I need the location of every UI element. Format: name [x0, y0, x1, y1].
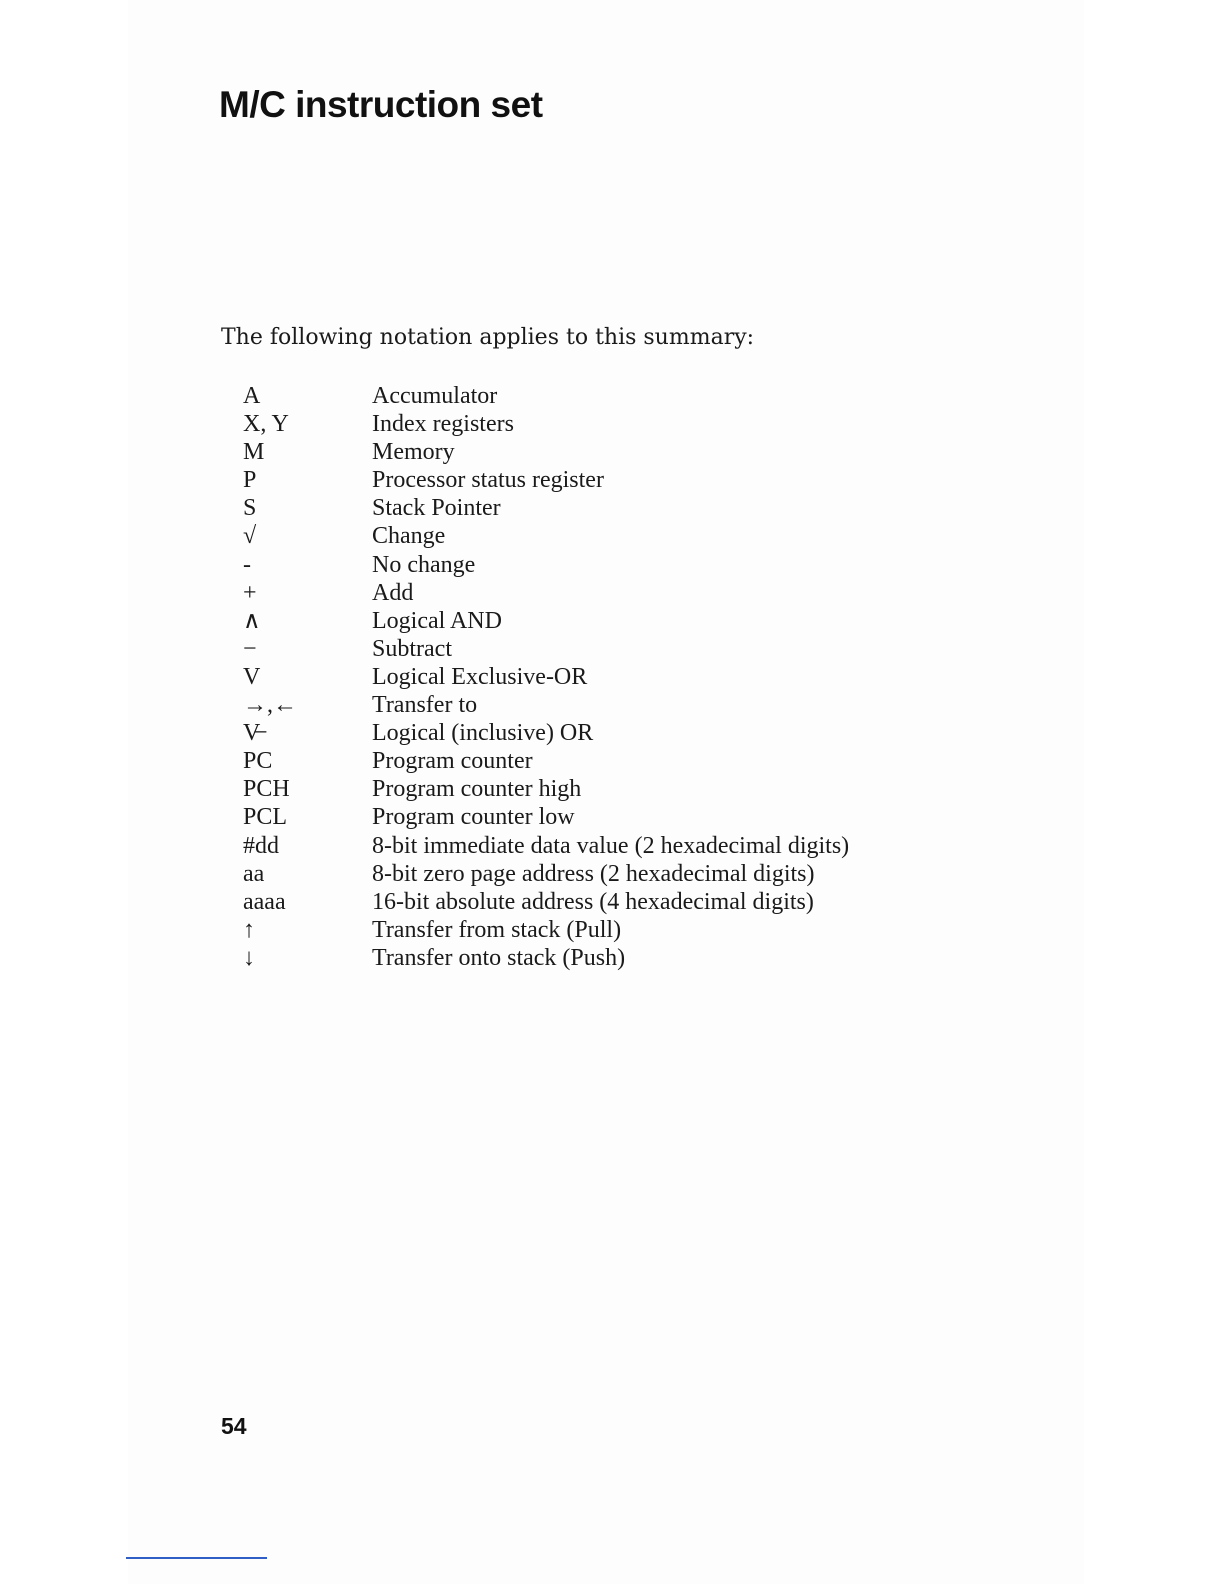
notation-description: 8-bit zero page address (2 hexadecimal digits): [372, 860, 815, 887]
notation-description: Processor status register: [372, 467, 604, 494]
page-title: M/C instruction set: [219, 84, 543, 125]
notation-list: [243, 382, 849, 972]
notation-row: [243, 466, 849, 494]
notation-symbol: −: [243, 635, 257, 662]
notation-row: [243, 551, 849, 579]
notation-symbol: V̶: [243, 720, 261, 747]
page-number: 54: [221, 1413, 247, 1439]
notation-description: No change: [372, 551, 476, 578]
notation-description: Transfer onto stack (Push): [372, 944, 626, 971]
notation-symbol: X, Y: [243, 411, 289, 438]
notation-description: Memory: [372, 439, 455, 466]
footer-rule: [126, 1557, 267, 1559]
notation-description: 16-bit absolute address (4 hexadecimal digits): [372, 888, 814, 915]
notation-row: [243, 916, 849, 944]
notation-symbol: ↓: [243, 944, 255, 971]
notation-row: [243, 579, 849, 607]
notation-description: Transfer from stack (Pull): [372, 916, 622, 943]
notation-row: [243, 635, 849, 663]
notation-description: Program counter: [372, 748, 533, 775]
notation-description: Program counter high: [372, 776, 582, 803]
notation-symbol: PCL: [243, 804, 288, 831]
notation-description: Index registers: [372, 411, 514, 438]
notation-row: [243, 494, 849, 522]
notation-symbol: A: [243, 383, 261, 409]
notation-description: Subtract: [372, 635, 452, 662]
notation-row: [243, 663, 849, 691]
notation-row: [243, 719, 849, 747]
notation-row: [243, 888, 849, 916]
notation-symbol: ∧: [243, 607, 261, 634]
notation-row: [243, 860, 849, 888]
notation-symbol: →,←: [243, 692, 297, 719]
notation-symbol: V: [243, 663, 261, 690]
notation-symbol: aa: [243, 860, 265, 887]
notation-row: [243, 832, 849, 860]
notation-row: [243, 410, 849, 438]
notation-row: [243, 747, 849, 775]
notation-description: Stack Pointer: [372, 495, 501, 522]
notation-symbol: M: [243, 439, 265, 466]
notation-description: Logical Exclusive-OR: [372, 663, 588, 690]
notation-description: 8-bit immediate data value (2 hexadecimal digits): [372, 832, 850, 859]
notation-description: Logical AND: [372, 607, 502, 634]
notation-row: [243, 438, 849, 466]
notation-row: [243, 607, 849, 635]
notation-symbol: √: [243, 523, 257, 550]
notation-symbol: aaaa: [243, 888, 286, 915]
notation-row: [243, 522, 849, 550]
notation-symbol: PCH: [243, 776, 290, 803]
notation-row: [243, 944, 849, 972]
notation-description: Transfer to: [372, 692, 478, 719]
notation-description: Logical (inclusive) OR: [372, 720, 594, 747]
notation-symbol: +: [243, 579, 257, 606]
notation-symbol: PC: [243, 748, 273, 775]
notation-symbol: P: [243, 467, 257, 494]
notation-symbol: ↑: [243, 916, 255, 943]
notation-description: Accumulator: [372, 383, 498, 409]
notation-description: Program counter low: [372, 804, 575, 831]
right-margin: [1084, 0, 1224, 1584]
notation-description: Add: [372, 579, 414, 606]
notation-symbol: #dd: [243, 832, 279, 859]
notation-symbol: S: [243, 495, 257, 522]
notation-symbol: -: [243, 551, 251, 578]
notation-description: Change: [372, 523, 446, 550]
notation-row: [243, 775, 849, 803]
notation-row: [243, 691, 849, 719]
intro-text: The following notation applies to this summary:: [221, 325, 755, 350]
notation-row: [243, 803, 849, 831]
notation-row: [243, 382, 849, 410]
left-margin: [0, 0, 128, 1584]
